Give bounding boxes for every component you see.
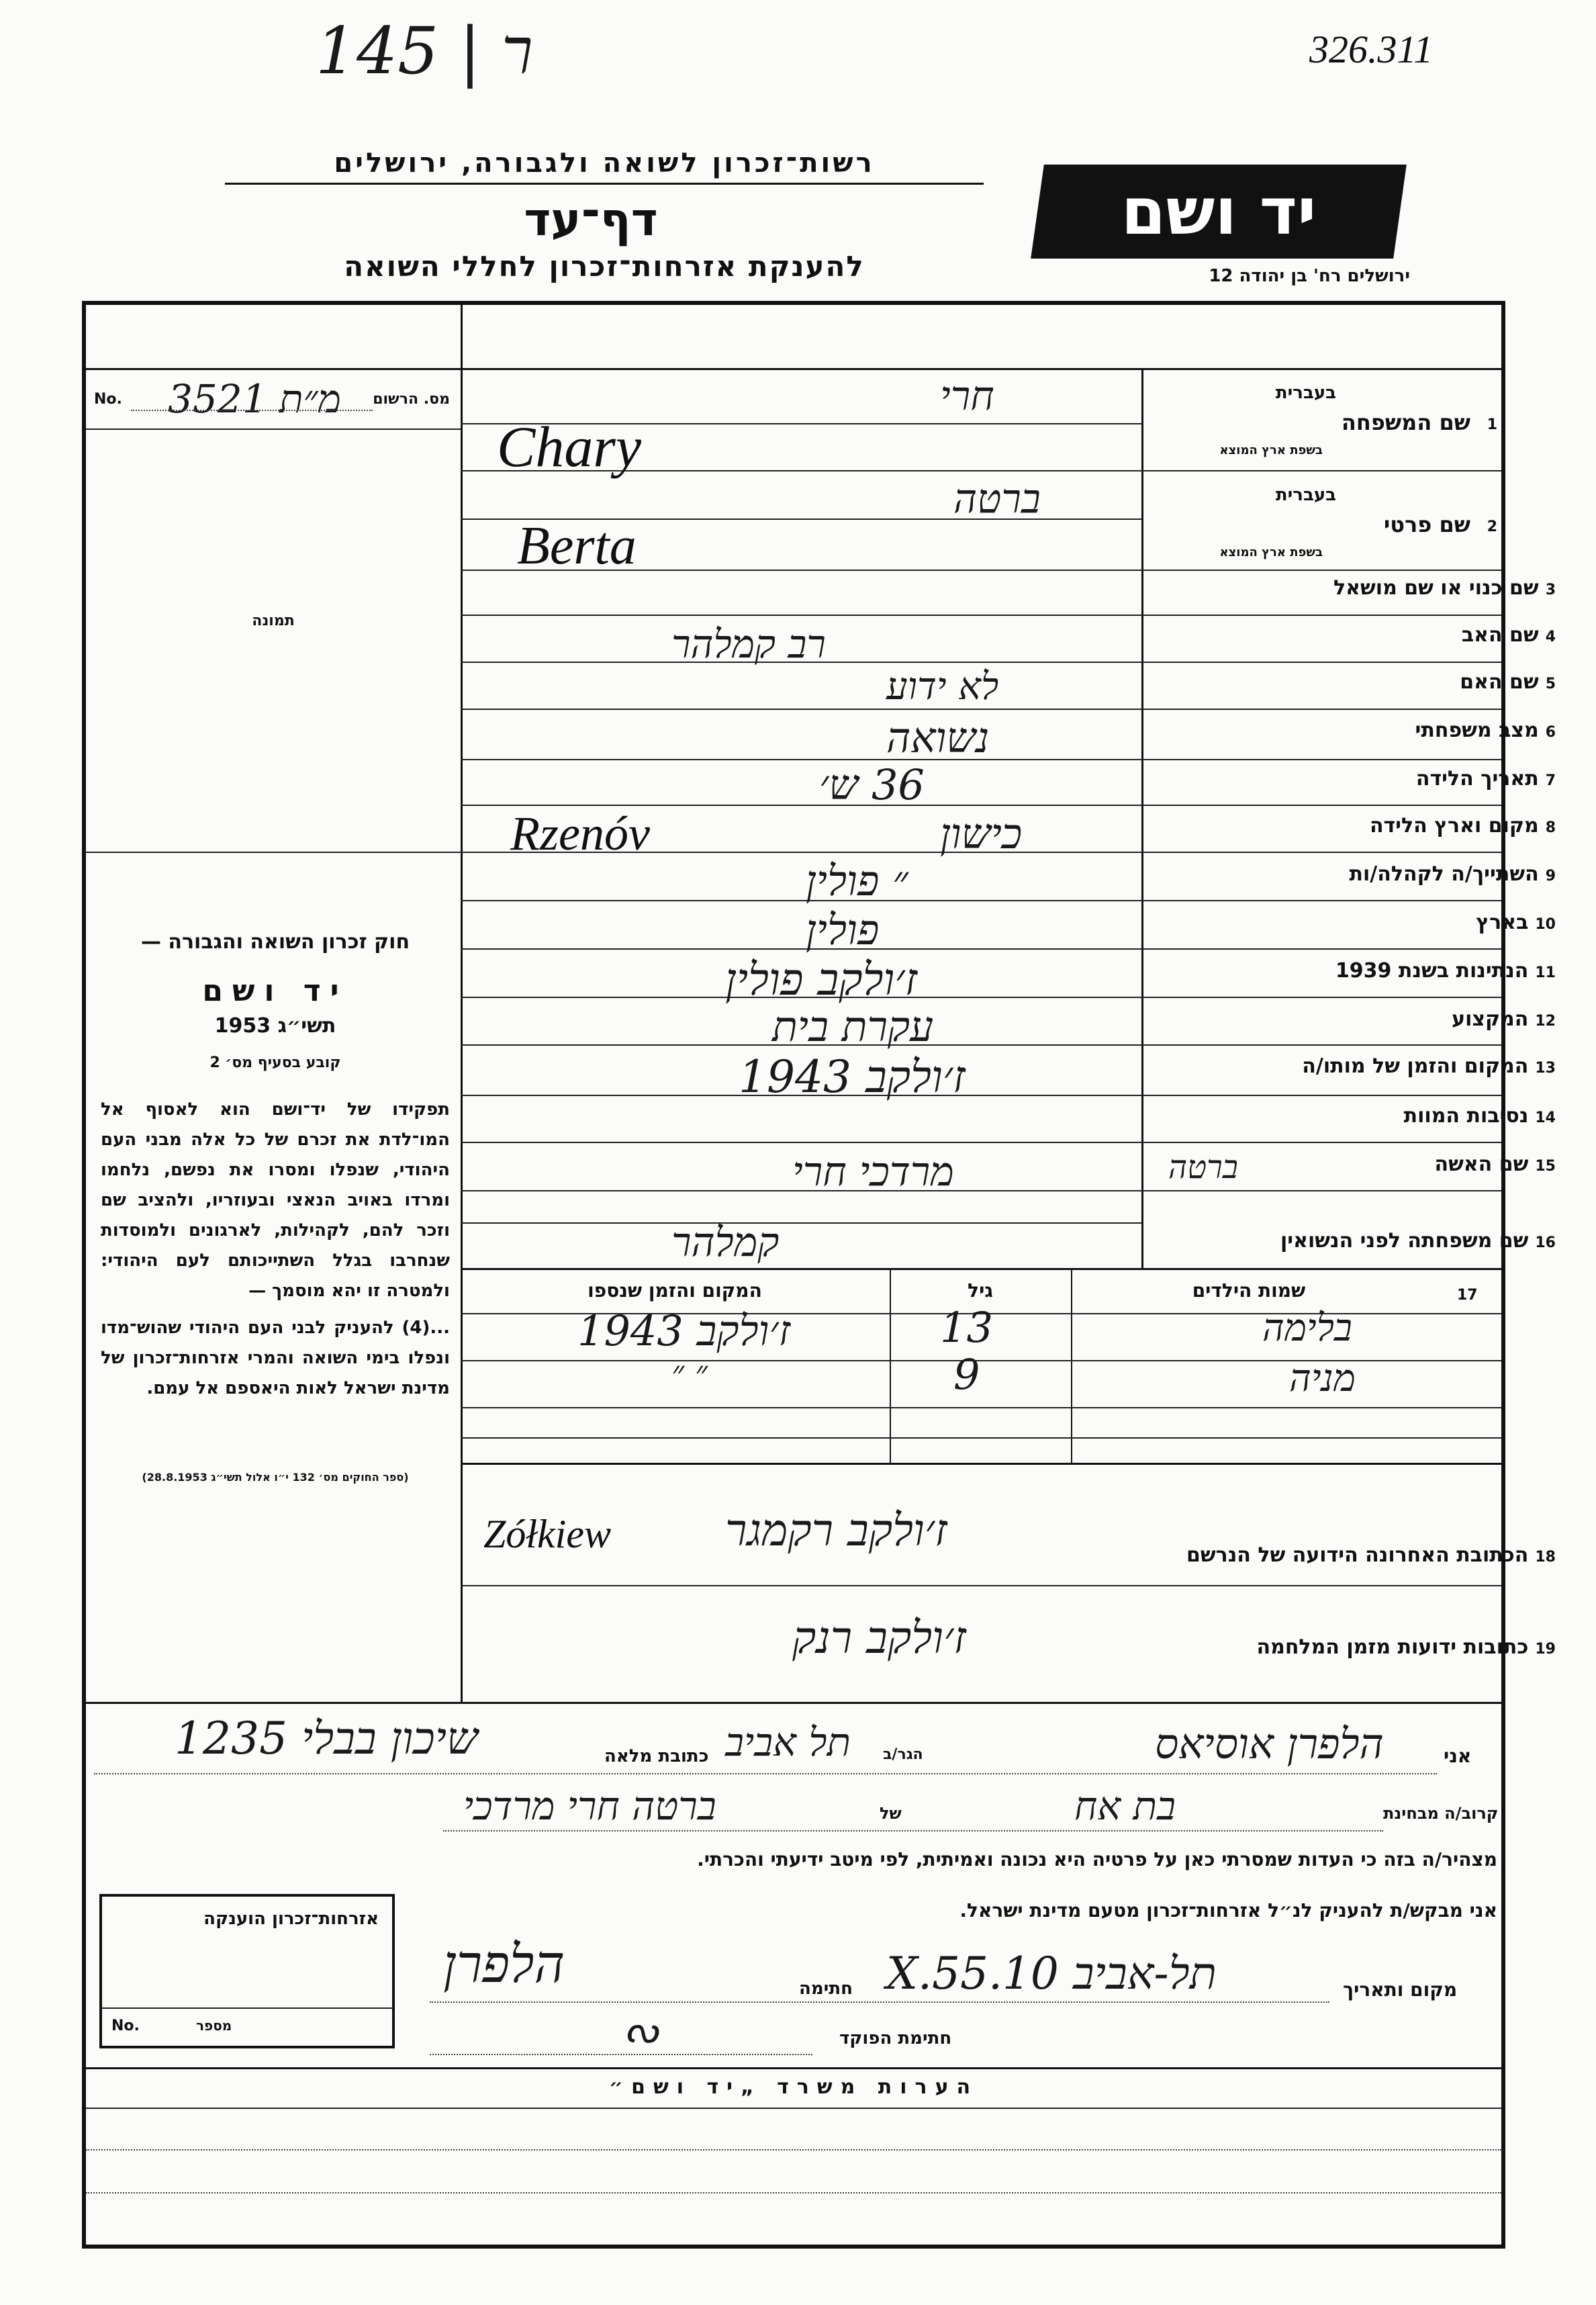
full-address-label: כתובת מלאה — [604, 1746, 709, 1766]
office-notes-title: הערות משרד „יד ושם״ — [608, 2075, 979, 2099]
field-marital-label: 6מצב משפחתי — [1415, 719, 1556, 742]
yad-vashem-logo: יד ושם — [1031, 165, 1407, 259]
children-num: 17 — [1457, 1287, 1478, 1304]
marital-status: נשואה — [886, 713, 990, 762]
children-col-names: שמות הילדים — [1192, 1279, 1306, 1302]
field-first-name-label: בעברית 2 שם פרטי בשפת ארץ המוצא — [1219, 485, 1497, 559]
declarant-relation: בת אח — [1074, 1783, 1176, 1829]
law-heading: חוק זכרון השואה והגבורה — — [140, 930, 410, 954]
law-year: תשי״ג 1953 — [214, 1014, 336, 1038]
field-country-label: 10בארץ — [1476, 911, 1556, 934]
signature-label: חתימה — [799, 1979, 853, 1999]
child-age-1: 13 — [940, 1303, 993, 1352]
maiden-name: קמלהר — [671, 1219, 780, 1266]
family-name-hebrew: חרי — [940, 373, 994, 420]
community: ״ פולין — [806, 856, 908, 905]
declarant-of: ברטה חרי מרדכי — [463, 1783, 716, 1829]
declarant-name: הלפרן אוסיאס — [1155, 1719, 1384, 1768]
declarant-residing-label: הגר/ב — [883, 1746, 923, 1763]
authority-line: רשות־זכרון לשואה ולגבורה, ירושלים — [334, 148, 875, 179]
law-name: יד ושם — [202, 974, 348, 1008]
field-nationality-label: 11הנתינות בשנת 1939 — [1335, 959, 1556, 983]
birth-place: כישון — [940, 809, 1023, 858]
place-date: תל-אביב 10.X.55 — [886, 1948, 1217, 1999]
field-circumstances-label: 14נסיבות המוות — [1403, 1104, 1556, 1128]
wartime-address: ז׳ולקב רנק — [792, 1612, 966, 1664]
law-text: תפקידו של יד־ושם הוא לאסוף אל המו־לדת את זכרם של כל אלה מבני העם היהודי, שנפלו ומסרו את נפשם, נלחמו ומרדו באויב הנאצי ובעוזריו, ולהציב שם וזכר להם, לקהילות, לארגונים ולמוסדות שנחרבו בגלל השתייכותם לעם היהודי: ולמטרה זו יהא מוסמך — — [101, 1099, 450, 1301]
field-maiden-label: 16שם משפחתה לפני הנשואין — [1280, 1229, 1556, 1253]
declarant-address: שיכון בבלי 1235 — [175, 1713, 478, 1764]
law-reference: (ספר החוקים מס׳ 132 י״ו אלול תשי״ג 28.8.1953) — [142, 1471, 409, 1484]
field-birthdate-label: 7תאריך הלידה — [1415, 767, 1556, 790]
child-place-1: ז׳ולקב 1943 — [577, 1306, 791, 1355]
file-reference: ר | 145 — [316, 13, 533, 89]
officer-initials: ᔓ — [624, 2008, 658, 2052]
death-place-date: ז׳ולקב 1943 — [739, 1051, 966, 1103]
child-name-2: מניה — [1289, 1357, 1356, 1400]
citizenship-stamp-box: אזרחות־זכרון הוענקה No. מספר — [99, 1894, 395, 2048]
last-address-original: Zółkiew — [483, 1512, 611, 1556]
first-name-original: Berta — [517, 516, 637, 576]
field-family-name-label: בעברית 1 שם המשפחה בשפת ארץ המוצא — [1219, 383, 1497, 457]
children-col-place: המקום והזמן שנספו — [588, 1279, 762, 1302]
field-wife-label: 15שם האשה — [1434, 1152, 1556, 1176]
relation-label: קרוב/ה מבחינת — [1383, 1804, 1499, 1823]
field-community-label: 9השתייך/ה לקהלה/ות — [1349, 862, 1556, 886]
declarant-ani: אני — [1444, 1745, 1472, 1767]
last-address: ז׳ולקב רקמגר — [725, 1504, 947, 1556]
nationality-1939: ז׳ולקב פולין — [725, 954, 917, 1005]
registration-number: No. מ״ת 3521 מס. הרשום — [94, 376, 450, 422]
signature: הלפרן — [443, 1934, 565, 1995]
field-death-label: 13המקום והזמן של מותו/ה — [1302, 1054, 1556, 1078]
mother-name: לא ידוע — [886, 665, 999, 709]
field-last-address-label: 18הכתובת האחרונה הידועה של הנרשם — [1186, 1543, 1556, 1567]
form-subtitle: להענקת אזרחות־זכרון לחללי השואה — [344, 250, 865, 283]
country: פולין — [806, 905, 880, 954]
field-nickname-label: 3שם כנוי או שם מושאל — [1333, 576, 1556, 600]
birth-place-original: Rzenóv — [510, 807, 650, 860]
form-title: דף־עד — [524, 193, 658, 246]
request-text: אני מבקש/ת להעניק לנ״ל אזרחות־זכרון מטעם מדינת ישראל. — [959, 1899, 1497, 1922]
child-age-2: 9 — [953, 1350, 980, 1399]
field-wartime-address-label: 19כתובות ידועות מזמן המלחמה — [1256, 1635, 1556, 1659]
family-name-original: Chary — [497, 414, 641, 479]
place-date-label: מקום ותאריך — [1343, 1979, 1458, 2001]
declarant-city: תל אביב — [725, 1719, 851, 1765]
husband-name: מרדכי חרי — [792, 1148, 954, 1195]
logo-address: ירושלים רח' בן יהודה 12 — [1209, 266, 1410, 286]
birth-date: 36 ש׳ — [819, 760, 925, 809]
photo-label: תמונה — [252, 613, 295, 629]
wife-name: ברטה — [1168, 1148, 1238, 1186]
profession: עקרת בית — [772, 1002, 934, 1051]
field-mother-label: 5שם האם — [1460, 670, 1556, 694]
field-birthplace-label: 8מקום וארץ הלידה — [1369, 814, 1556, 838]
field-profession-label: 12המקצוע — [1452, 1007, 1556, 1031]
officer-label: חתימת הפוקד — [839, 2028, 952, 2048]
law-text-2: ...(4) להעניק לבני העם היהודי שהוש־מדו ונפלו בימי השואה והמרי אזרחות־זכרון של מדינת ישראל לאות היאספם אל עמם. — [101, 1318, 450, 1398]
first-name-hebrew: ברטה — [953, 476, 1041, 523]
law-clause: קובע בסעיף מס׳ 2 — [209, 1054, 341, 1071]
children-col-age: גיל — [968, 1279, 993, 1302]
field-father-label: 4שם האב — [1461, 623, 1556, 647]
declaration-text: מצהיר/ה בזה כי העדות שמסרתי כאן על פרטיה היא נכונה ואמיתית, לפי מיטב ידיעתי והכרתי. — [697, 1848, 1497, 1870]
of-label: של — [880, 1804, 902, 1823]
archive-number: 326.311 — [1309, 28, 1434, 71]
child-place-2: ״ ״ — [671, 1353, 708, 1392]
father-name: רב קמלהר — [671, 621, 826, 667]
child-name-1: בלימה — [1262, 1306, 1352, 1350]
